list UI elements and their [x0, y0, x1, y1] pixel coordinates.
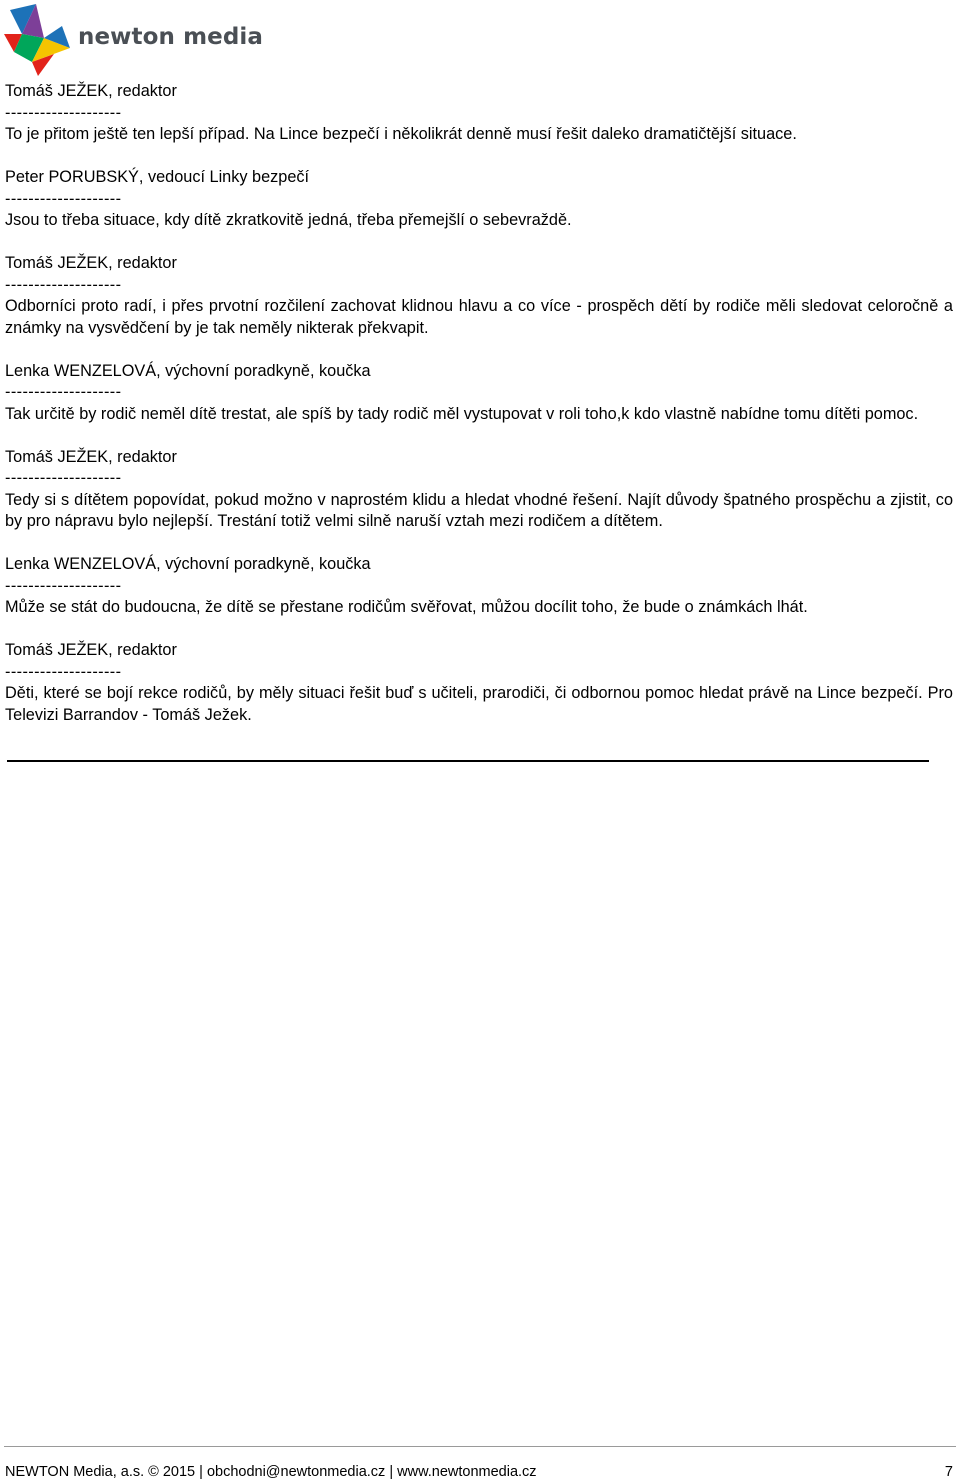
article-end-divider [7, 760, 929, 762]
separator-line: -------------------- [5, 103, 122, 122]
newton-media-logo-mark-icon [4, 4, 72, 76]
transcript-block [5, 167, 953, 232]
speaker-name: Lenka WENZELOVÁ, výchovní poradkyně, koučka [5, 555, 371, 573]
speech-text: Děti, které se bojí rekce rodičů, by měly situaci řešit buď s učiteli, prarodiči, či odbornou pomoc hledat právě na Lince bezpečí. Pro Televizi Barrandov - Tomáš Ježek. [5, 684, 953, 724]
separator-line: -------------------- [5, 469, 122, 487]
speaker-name: Tomáš JEŽEK, redaktor [5, 254, 177, 272]
speech-text: Tedy si s dítětem popovídat, pokud možno v naprostém klidu a hledat vhodné řešení. Najít důvody špatného prospěchu a zjistit, co by pro nápravu bylo nejlepší. Trestání totiž velmi silně naruší vztah mezi rodičem a dítětem. [5, 490, 953, 530]
transcript-block [5, 554, 953, 619]
separator-line: -------------------- [5, 383, 122, 401]
speech-text: To je přitom ještě ten lepší případ. Na Lince bezpečí i několikrát denně musí řešit daleko dramatičtější situace. [5, 125, 797, 143]
speaker-name: Tomáš JEŽEK, redaktor [5, 82, 177, 100]
speaker-name: Lenka WENZELOVÁ, výchovní poradkyně, koučka [5, 361, 371, 380]
separator-line: -------------------- [5, 189, 122, 208]
footer-divider [4, 1446, 956, 1447]
transcript-block [5, 81, 953, 146]
speaker-name: Peter PORUBSKÝ, vedoucí Linky bezpečí [5, 168, 310, 186]
transcript-block [5, 640, 953, 726]
separator-line: -------------------- [5, 275, 122, 294]
separator-line: -------------------- [5, 662, 122, 681]
speech-text: Jsou to třeba situace, kdy dítě zkratkovitě jedná, třeba přemejšlí o sebevraždě. [5, 211, 572, 229]
page-number: 7 [944, 1464, 953, 1480]
separator-line: -------------------- [5, 576, 122, 595]
logo-text: newton media [78, 24, 264, 50]
speaker-name: Tomáš JEŽEK, redaktor [5, 447, 177, 466]
speech-text: Odborníci proto radí, i přes prvotní rozčilení zachovat klidnou hlavu a co více - prospěch dětí by rodiče měli sledovat celoročně a známky na vysvědčení by je tak neměly nikterak překvapit. [5, 297, 953, 337]
footer-text: NEWTON Media, a.s. © 2015 | obchodni@newtonmedia.cz | www.newtonmedia.cz [5, 1464, 537, 1480]
transcript-content [5, 81, 953, 748]
speech-text: Tak určitě by rodič neměl dítě trestat, ale spíš by tady rodič měl vystupovat v roli toho,k kdo vlastně nabídne tomu dítěti pomoc. [5, 404, 919, 423]
speech-text: Může se stát do budoucna, že dítě se přestane rodičům svěřovat, můžou docílit toho, že bude o známkách lhát. [5, 598, 808, 616]
transcript-block [5, 253, 953, 339]
transcript-block [5, 447, 953, 533]
transcript-block [5, 361, 953, 426]
speaker-name: Tomáš JEŽEK, redaktor [5, 641, 177, 659]
